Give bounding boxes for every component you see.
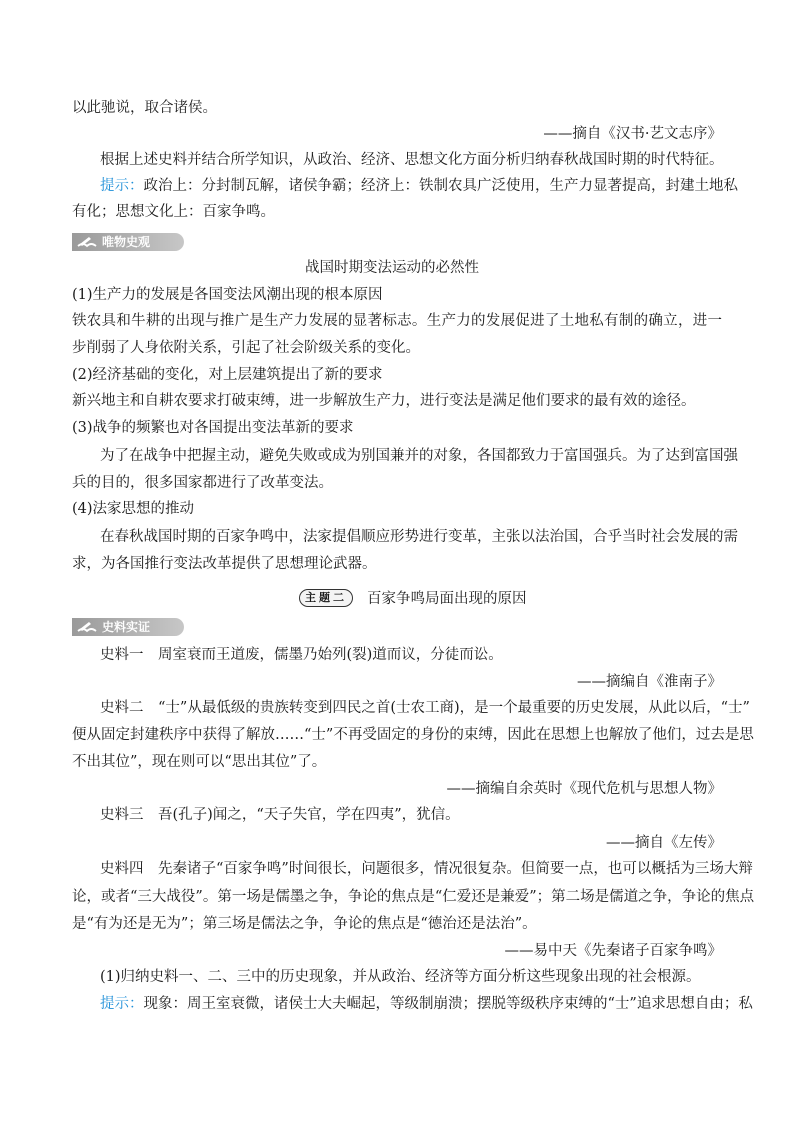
question-text: (1)归纳史料一、二、三中的历史现象，并从政治、经济等方面分析这些现象出现的社会根源。 <box>100 969 701 985</box>
text-line: 兵的目的，很多国家都进行了改革变法。 <box>72 475 333 491</box>
point-heading: (1)生产力的发展是各国变法风潮出现的根本原因 <box>72 287 383 303</box>
source-text: 史料一 周室衰而王道废，儒墨乃始列(裂)道而议，分徒而讼。 <box>100 647 503 663</box>
text-line: 在春秋战国时期的百家争鸣中，法家提倡顺应形势进行变革，主张以法治国，合乎当时社会发展的需 <box>100 529 738 545</box>
source-text: 便从固定封建秩序中获得了解放……“士”不再受固定的身份的束缚，因此在思想上也解放了他们，过去是思 <box>72 727 754 743</box>
question-text: 根据上述史料并结合所学知识，从政治、经济、思想文化方面分析归纳春秋战国时期的时代特征。 <box>100 152 724 168</box>
book-pen-icon <box>76 235 98 249</box>
citation: ——摘自《汉书·艺文志序》 <box>543 126 722 142</box>
source-text: 史料四 先秦诸子“百家争鸣”时间很长，问题很多，情况很复杂。但简要一点，也可以概括为三场大辩 <box>100 861 753 877</box>
citation: ——摘编自《淮南子》 <box>577 674 722 690</box>
text-line: 铁农具和牛耕的出现与推广是生产力发展的显著标志。生产力的发展促进了土地私有制的确立，进一 <box>72 313 722 329</box>
section-badge <box>72 233 184 251</box>
badge-label: 史料实证 <box>102 620 151 634</box>
source-text: 不出其位”，现在则可以“思出其位”了。 <box>72 754 327 770</box>
hint-line <box>100 994 753 1014</box>
text-line: 步削弱了人身依附关系，引起了社会阶级关系的变化。 <box>72 340 420 356</box>
section-title: 战国时期变法运动的必然性 <box>305 260 479 276</box>
citation: ——摘编自余英时《现代危机与思想人物》 <box>446 781 722 797</box>
hint-label: 提示： <box>100 996 144 1012</box>
section-badge <box>72 618 184 636</box>
text-line: 新兴地主和自耕农要求打破束缚，进一步解放生产力，进行变法是满足他们要求的最有效的途径。 <box>72 393 696 409</box>
point-heading: (3)战争的频繁也对各国提出变法革新的要求 <box>72 420 354 436</box>
book-pen-icon <box>76 620 98 634</box>
source-text: 史料三 吾(孔子)闻之，“天子失官，学在四夷”，犹信。 <box>100 807 460 823</box>
hint-label: 提示： <box>100 178 144 194</box>
topic-title: 百家争鸣局面出现的原因 <box>367 591 527 607</box>
hint-line <box>100 176 738 196</box>
citation: ——易中天《先秦诸子百家争鸣》 <box>504 943 722 959</box>
citation: ——摘自《左传》 <box>606 835 722 851</box>
text-line: 求，为各国推行变法改革提供了思想理论武器。 <box>72 556 377 572</box>
topic-mark: 主题二 <box>299 589 353 607</box>
source-text: 是“有为还是无为”；第三场是儒法之争，争论的焦点是“德治还是法治”。 <box>72 916 537 932</box>
point-heading: (4)法家思想的推动 <box>72 501 195 517</box>
topic-heading <box>299 588 659 610</box>
text-line: 有化；思想文化上：百家争鸣。 <box>72 204 275 220</box>
text-line: 以此驰说，取合诸侯。 <box>72 100 217 116</box>
text-line: 为了在战争中把握主动，避免失败或成为别国兼并的对象，各国都致力于富国强兵。为了达到富国强 <box>100 448 738 464</box>
hint-text: 政治上：分封制瓦解，诸侯争霸；经济上：铁制农具广泛使用，生产力显著提高，封建土地私 <box>143 178 738 194</box>
badge-label: 唯物史观 <box>102 235 151 249</box>
point-heading: (2)经济基础的变化，对上层建筑提出了新的要求 <box>72 367 383 383</box>
source-text: 史料二 “士”从最低级的贵族转变到四民之首(士农工商)，是一个最重要的历史发展，从此以后，“士” <box>100 700 750 716</box>
hint-text: 现象：周王室衰微，诸侯士大夫崛起，等级制崩溃；摆脱等级秩序束缚的“士”追求思想自由；私 <box>143 996 753 1012</box>
source-text: 论，或者“三大战役”。第一场是儒墨之争，争论的焦点是“仁爱还是兼爱”；第二场是儒道之争，争论的焦点 <box>72 889 755 905</box>
